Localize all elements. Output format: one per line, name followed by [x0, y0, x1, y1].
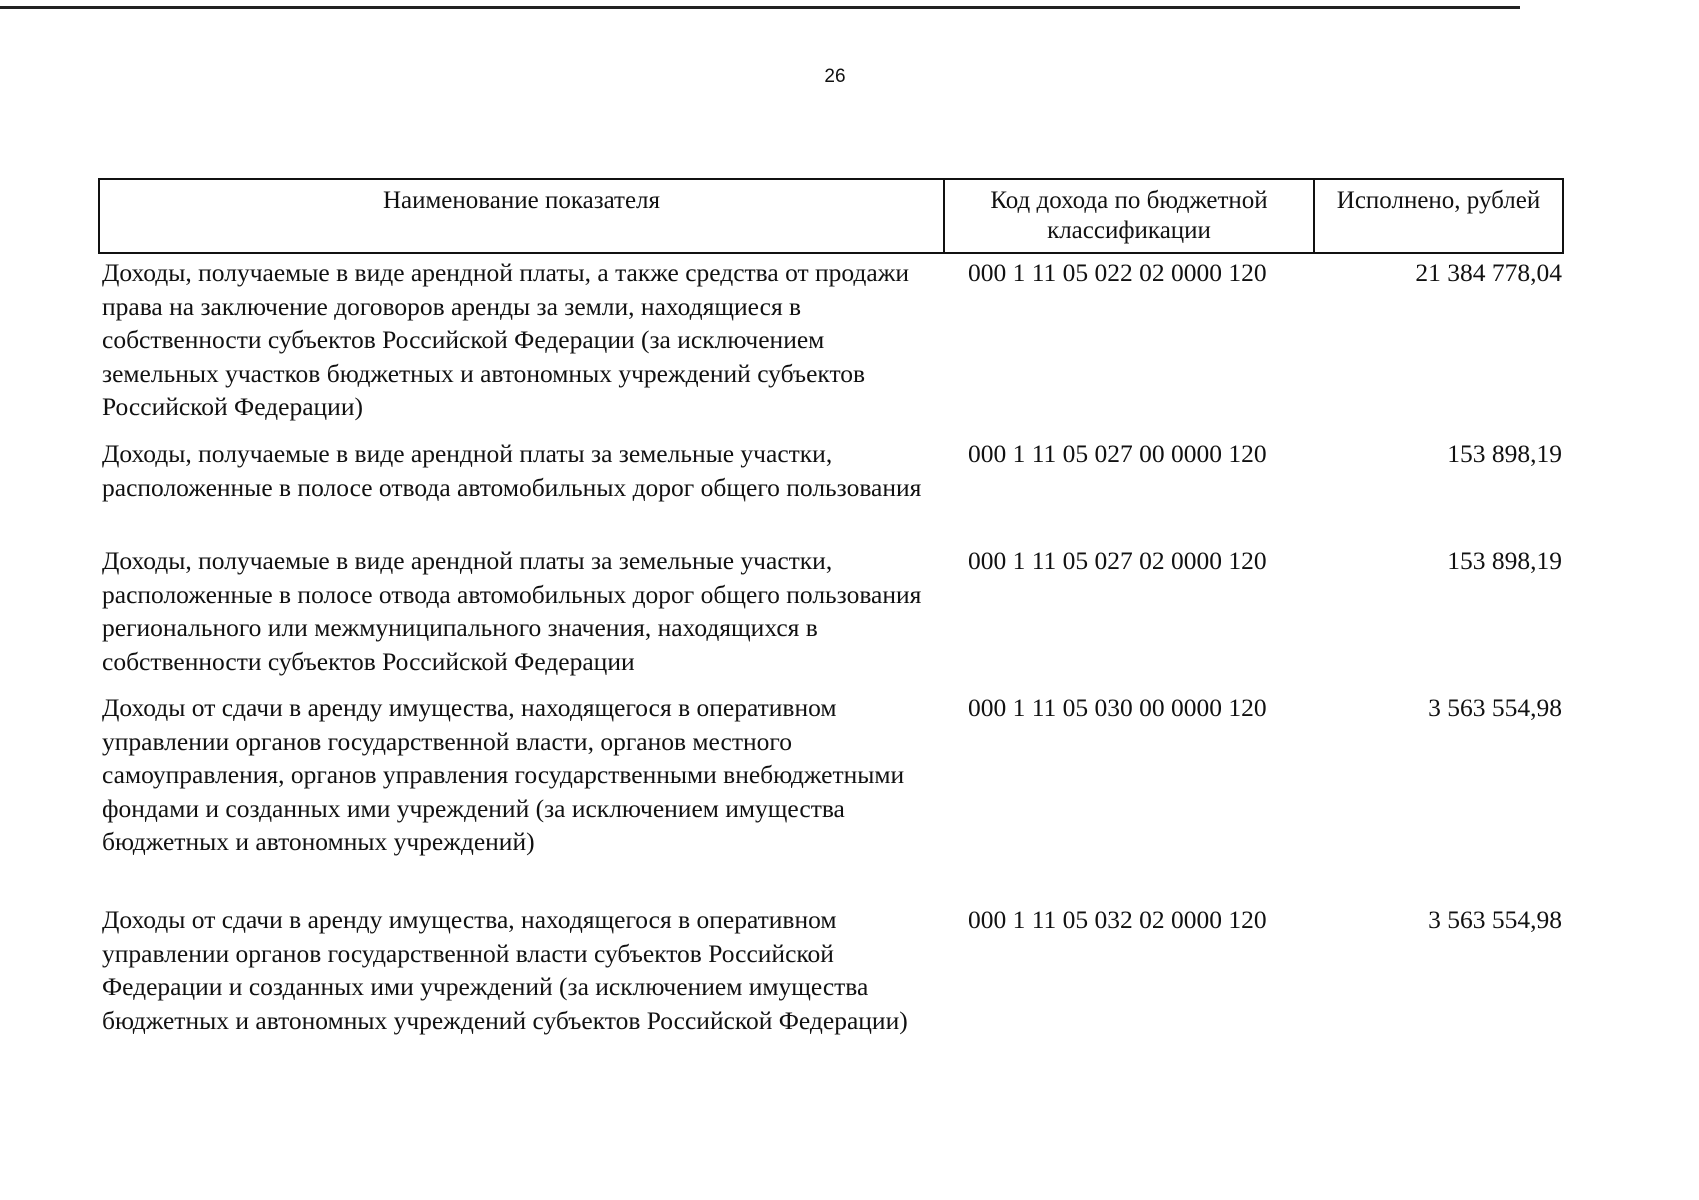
table-row [102, 544, 1562, 691]
table-header [98, 178, 1564, 254]
row-indicator-name: Доходы, получаемые в виде арендной платы за земельные участки, расположенные в полосе отвода автомобильных дорог общего пользования [102, 439, 922, 502]
table-body [102, 256, 1562, 1073]
row-revenue-code: 000 1 11 05 030 00 0000 120 [968, 693, 1267, 722]
row-indicator-name: Доходы, получаемые в виде арендной платы за земельные участки, расположенные в полосе отвода автомобильных дорог общего пользования регионального или межмуниципального значения, находящихся в собственности субъектов Российской Федерации [102, 546, 922, 676]
row-indicator-name: Доходы от сдачи в аренду имущества, находящегося в оперативном управлении органов государственной власти, органов местного самоуправления, органов управления государственными внебюджетными фондами и созданных ими учреждений (за исключением имущества бюджетных и автономных учреждений) [102, 693, 905, 856]
table-row [102, 691, 1562, 903]
page-number: 26 [824, 66, 846, 87]
header-revenue-code: Код дохода по бюджетной классификации [945, 180, 1315, 252]
row-executed-amount: 153 898,19 [1447, 546, 1562, 575]
row-executed-amount: 153 898,19 [1447, 439, 1562, 468]
row-executed-amount: 3 563 554,98 [1428, 693, 1562, 722]
table-row [102, 437, 1562, 544]
row-revenue-code: 000 1 11 05 022 02 0000 120 [968, 258, 1267, 287]
row-indicator-name: Доходы от сдачи в аренду имущества, находящегося в оперативном управлении органов государственной власти субъектов Российской Федерации и созданных ими учреждений (за исключением имущества бюджетных и автономных учреждений субъектов Российской Федерации) [102, 905, 908, 1035]
row-revenue-code: 000 1 11 05 027 02 0000 120 [968, 546, 1267, 575]
row-revenue-code: 000 1 11 05 027 00 0000 120 [968, 439, 1267, 468]
header-indicator-name: Наименование показателя [100, 180, 945, 252]
table-row [102, 256, 1562, 437]
row-executed-amount: 3 563 554,98 [1428, 905, 1562, 934]
page-top-rule [0, 6, 1520, 9]
header-executed-amount: Исполнено, рублей [1336, 187, 1541, 214]
table-row [102, 903, 1562, 1073]
row-executed-amount: 21 384 778,04 [1415, 258, 1562, 287]
row-indicator-name: Доходы, получаемые в виде арендной платы, а также средства от продажи права на заключение договоров аренды за земли, находящиеся в собственности субъектов Российской Федерации (за исключением земельных участков бюджетных и автономных учреждений субъектов Российской Федерации) [102, 258, 909, 421]
row-revenue-code: 000 1 11 05 032 02 0000 120 [968, 905, 1267, 934]
